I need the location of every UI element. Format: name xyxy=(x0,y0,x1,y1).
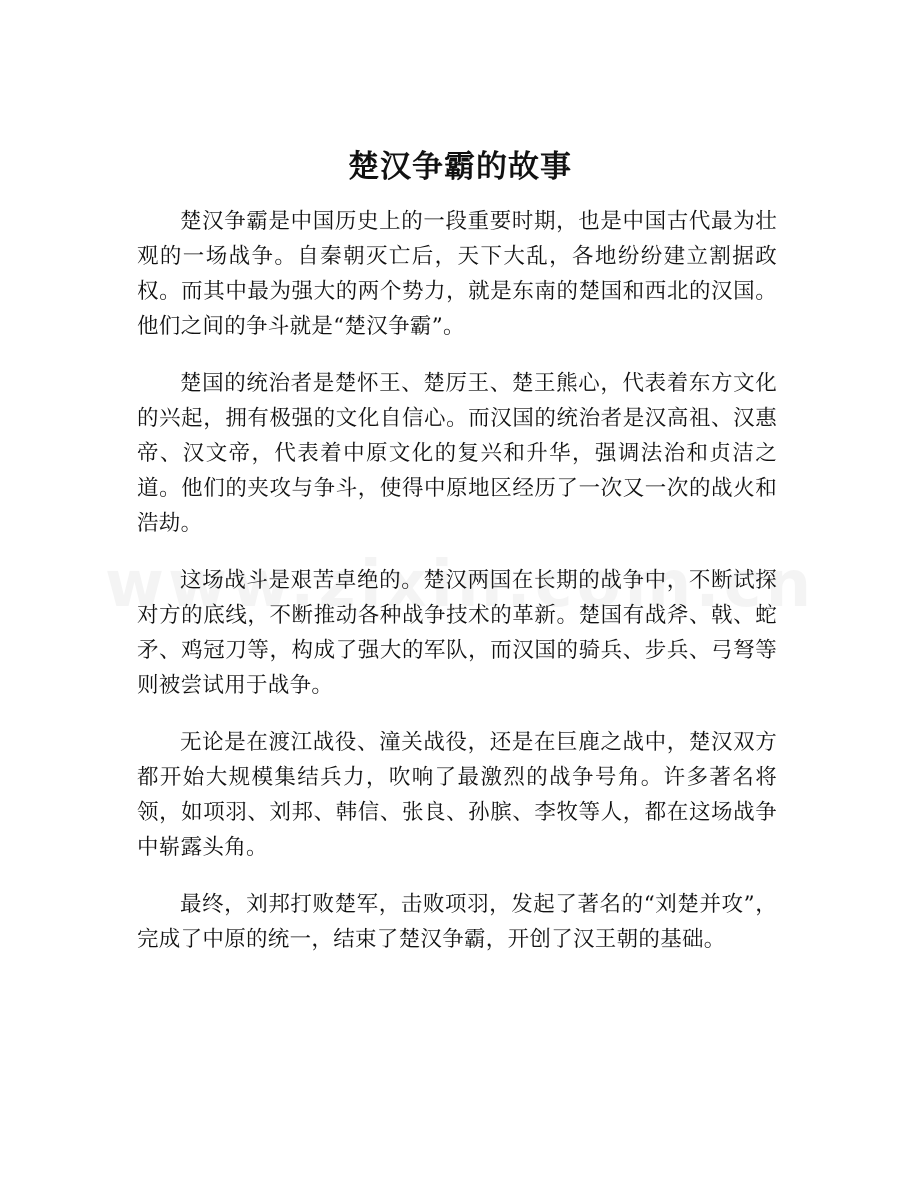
document-body xyxy=(137,204,777,979)
paragraph-5: 最终，刘邦打败楚军，击败项羽，发起了著名的“刘楚并攻”，完成了中原的统一，结束了楚汉争霸，开创了汉王朝的基础。 xyxy=(137,892,777,952)
paragraph-1: 楚汉争霸是中国历史上的一段重要时期，也是中国古代最为壮观的一场战争。自秦朝灭亡后，天下大乱，各地纷纷建立割据政权。而其中最为强大的两个势力，就是东南的楚国和西北的汉国。他们之间的争斗就是“楚汉争霸”。 xyxy=(137,209,777,339)
paragraph-2: 楚国的统治者是楚怀王、楚厉王、楚王熊心，代表着东方文化的兴起，拥有极强的文化自信心。而汉国的统治者是汉高祖、汉惠帝、汉文帝，代表着中原文化的复兴和升华，强调法治和贞洁之道。他们的夹攻与争斗，使得中原地区经历了一次又一次的战火和浩劫。 xyxy=(137,371,777,536)
paragraph-4: 无论是在渡江战役、潼关战役，还是在巨鹿之战中，楚汉双方都开始大规模集结兵力，吹响了最激烈的战争号角。许多著名将领，如项羽、刘邦、韩信、张良、孙膑、李牧等人，都在这场战争中崭露头角。 xyxy=(137,730,777,860)
paragraph-3: 这场战斗是艰苦卓绝的。楚汉两国在长期的战争中，不断试探对方的底线，不断推动各种战争技术的革新。楚国有战斧、戟、蛇矛、鸡冠刀等，构成了强大的军队，而汉国的骑兵、步兵、弓弩等则被尝试用于战争。 xyxy=(137,568,777,698)
document-title: 楚汉争霸的故事 xyxy=(348,149,572,185)
